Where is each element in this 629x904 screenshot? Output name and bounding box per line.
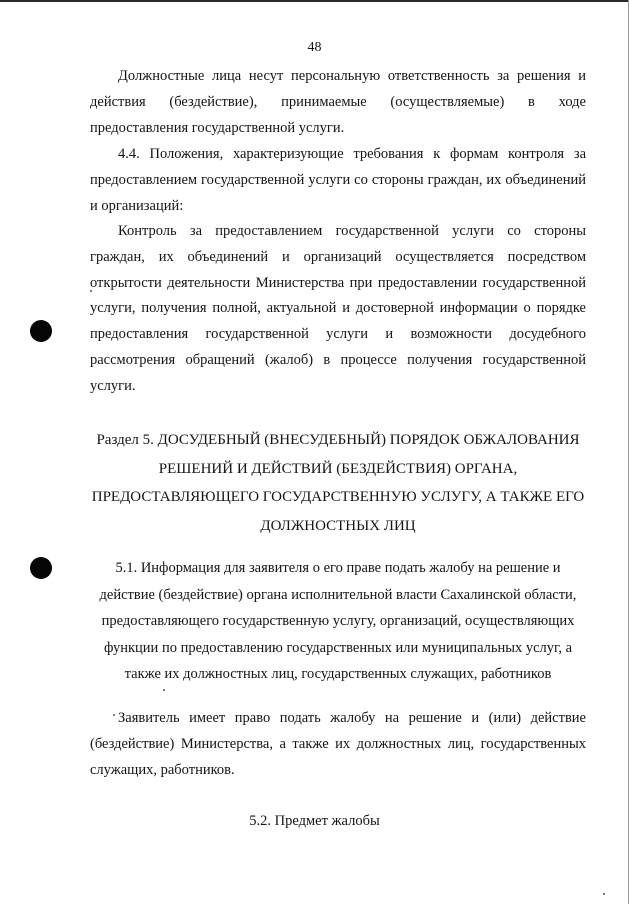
item-5-1-body-text: Заявитель имеет право подать жалобу на решение и (или) действие (бездействие) Министерства, а также их должностных лиц, государственных служащих, работников.: [90, 710, 586, 778]
section-5-heading: Раздел 5. ДОСУДЕБНЫЙ (ВНЕСУДЕБНЫЙ) ПОРЯДОК ОБЖАЛОВАНИЯ РЕШЕНИЙ И ДЕЙСТВИЙ (БЕЗДЕЙСТВИЯ) ОРГАНА, ПРЕДОСТАВЛЯЮЩЕГО ГОСУДАРСТВЕННУЮ УСЛУГУ, А ТАКЖЕ ЕГО ДОЛЖНОСТНЫХ ЛИЦ: [91, 432, 585, 534]
scan-speck: [163, 689, 165, 691]
item-5-2-title: 5.2. Предмет жалобы: [249, 813, 380, 829]
paragraph-text: Должностные лица несут персональную ответственность за решения и действия (бездействие), принимаемые (осуществляемые) в ходе предоставления государственной услуги.: [90, 68, 586, 136]
item-5-1-text: [90, 706, 586, 783]
scan-speck: [603, 893, 605, 895]
paragraph-responsibility: [90, 64, 586, 141]
paragraph-4-4: [90, 142, 586, 219]
punch-hole-top: [30, 320, 52, 342]
paragraph-text: 4.4. Положения, характеризующие требования к формам контроля за предоставлением государственной услуги со стороны граждан, их объединений и организаций:: [90, 146, 586, 214]
paragraph-control: [90, 219, 586, 400]
paragraph-text: Контроль за предоставлением государственной услуги со стороны граждан, их объединений и организаций осуществляется посредством открытости деятельности Министерства при предоставлении государственной услуги, получения полной, актуальной и достоверной информации о порядке предоставления государственной услуги и возможности досудебного рассмотрения обращений (жалоб) в процессе получения государственной услуги.: [90, 223, 586, 394]
page-number: 48: [307, 40, 322, 55]
item-5-1-title: [86, 555, 590, 688]
item-5-1-title-text: 5.1. Информация для заявителя о его праве подать жалобу на решение и действие (бездействие) органа исполнительной власти Сахалинской области, предоставляющего государственную услугу, организаций, осуществляющих функции по предоставлению государственных или муниципальных услуг, а также их должностных лиц, государственных служащих, работников: [99, 560, 577, 682]
punch-hole-bottom: [30, 557, 52, 579]
scan-edge-top: [0, 0, 629, 2]
